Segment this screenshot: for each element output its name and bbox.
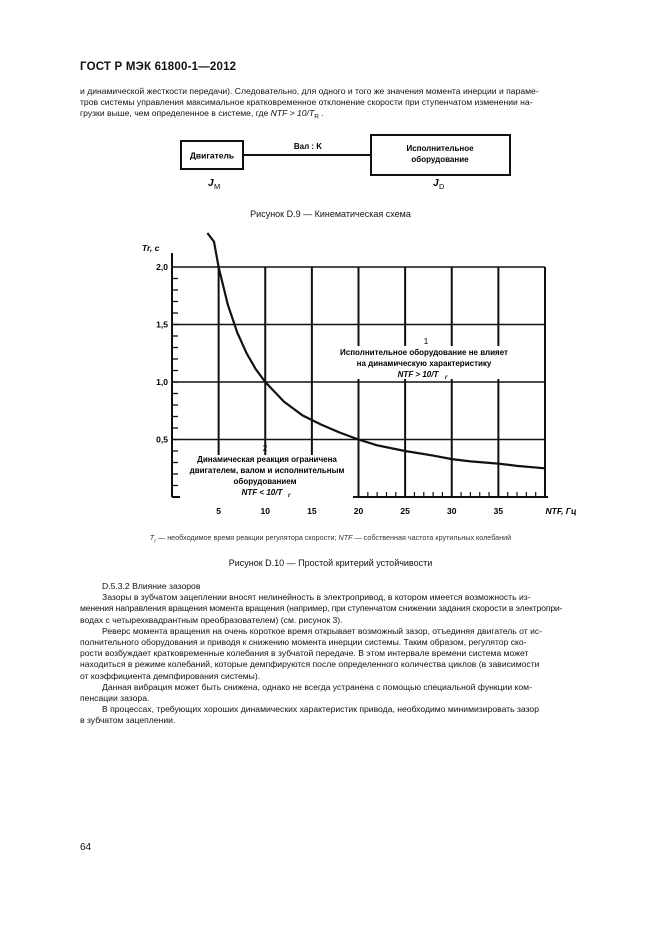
document-header: ГОСТ Р МЭК 61800-1—2012: [80, 61, 237, 73]
region-2-line-1: Динамическая реакция ограничена: [197, 455, 337, 464]
section-body: [80, 581, 580, 727]
region-2-line-4-sub: r: [288, 493, 291, 499]
note-text-1: — необходимое время реакции регулятора скорости;: [156, 533, 339, 542]
p4-line-2: в зубчатом зацеплении.: [80, 715, 176, 726]
y-tick-label: 1,0: [156, 377, 168, 387]
p1-line-2: менения направления вращения момента вращения (например, при ступенчатом снижении задания скорости в электропри-: [80, 603, 563, 614]
p3-line-2: пенсации зазора.: [80, 693, 150, 704]
figure-9-caption: Рисунок D.9 — Кинематическая схема: [250, 209, 411, 219]
section-heading: D.5.3.2 Влияние зазоров: [102, 581, 201, 591]
x-tick-label: 30: [447, 506, 457, 516]
intro-formula: NTF > 10/T: [270, 108, 315, 119]
jm-label: J: [208, 178, 214, 189]
note-t: T: [149, 533, 155, 542]
p3-line-1: Данная вибрация может быть снижена, однако не всегда устранена с помощью специальной функции ком-: [102, 681, 532, 692]
p2-line-2: полнительного оборудования и приводя к снижению момента инерции системы. Таким образом, регулятор ско-: [80, 637, 527, 648]
intro-line-3-suffix: .: [321, 108, 324, 119]
intro-formula-sub: R: [314, 114, 319, 122]
note-t-sub: r: [154, 538, 157, 545]
region-2-number: 2: [262, 444, 268, 453]
note-ntf: NTF: [338, 533, 353, 542]
y-tick-label: 2,0: [156, 262, 168, 272]
equipment-label-2: оборудование: [411, 155, 469, 164]
region-2-line-2: двигателем, валом и исполнительным: [189, 466, 345, 475]
x-tick-label: 5: [216, 506, 221, 516]
figure-10-note: [0, 533, 661, 544]
p2-line-1: Реверс момента вращения на очень короткое время открывает возможный зазор, отъединяя двигатель от ис-: [102, 625, 543, 636]
page-number: 64: [80, 842, 92, 853]
x-tick-label: 15: [307, 506, 317, 516]
region-1-line-1: Исполнительное оборудование не влияет: [340, 348, 508, 357]
p2-line-4: находиться в режиме колебаний, которые демпфируются после определенного количества циклов (в зависимости: [80, 659, 540, 670]
p2-line-5: от коэффициента демпфирования системы).: [80, 670, 261, 681]
region-1-line-3-sub: r: [445, 375, 448, 381]
jd-sub: D: [439, 182, 445, 191]
intro-line-2: тров системы управления максимальное кратковременное отклонение скорости при ступенчатом изменении на-: [80, 97, 533, 108]
region-1-number: 1: [423, 337, 429, 346]
region-1-line-3: NTF > 10/T: [397, 370, 439, 379]
intro-line-1: и динамической жесткости передачи). Следовательно, для одного и того же значения момента инерции и параме-: [80, 86, 539, 96]
p4-line-1: В процессах, требующих хороших динамических характеристик привода, необходимо минимизировать зазор: [102, 704, 539, 715]
p1-line-3: водах с четырехквадрантным преобразователем) (см. рисунок 3).: [80, 614, 343, 625]
x-axis-title: NTF, Гц: [545, 506, 577, 516]
x-tick-label: 35: [493, 506, 504, 516]
region-2-line-4: NTF < 10/T: [241, 488, 283, 497]
figure-10-caption: Рисунок D.10 — Простой критерий устойчивости: [228, 558, 433, 568]
x-tick-label: 25: [400, 506, 410, 516]
y-tick-label: 1,5: [156, 319, 168, 330]
motor-label: Двигатель: [189, 150, 235, 161]
region-2-line-3: оборудованием: [233, 477, 297, 486]
y-axis-title: Tr, с: [142, 243, 160, 253]
equipment-label-1: Исполнительное: [406, 144, 474, 153]
x-tick-label: 10: [260, 506, 270, 516]
y-tick-label: 0,5: [156, 434, 168, 445]
p2-line-3: рости возбуждает кратковременные колебания в зубчатой передаче. В этом интервале времени система может: [80, 648, 529, 659]
jm-sub: M: [214, 182, 221, 191]
region-1-line-2: на динамическую характеристику: [356, 359, 492, 368]
jd-label: J: [433, 178, 439, 189]
x-tick-label: 20: [353, 506, 364, 516]
note-text-2: — собственная частота крутильных колебаний: [352, 533, 512, 542]
p1-line-1: Зазоры в зубчатом зацеплении вносят нелинейность в электропривод, в котором имеется возможность из-: [102, 592, 531, 603]
intro-line-3-prefix: грузки выше, чем определенное в системе, где: [80, 108, 271, 119]
shaft-label: Вал : K: [293, 142, 323, 151]
